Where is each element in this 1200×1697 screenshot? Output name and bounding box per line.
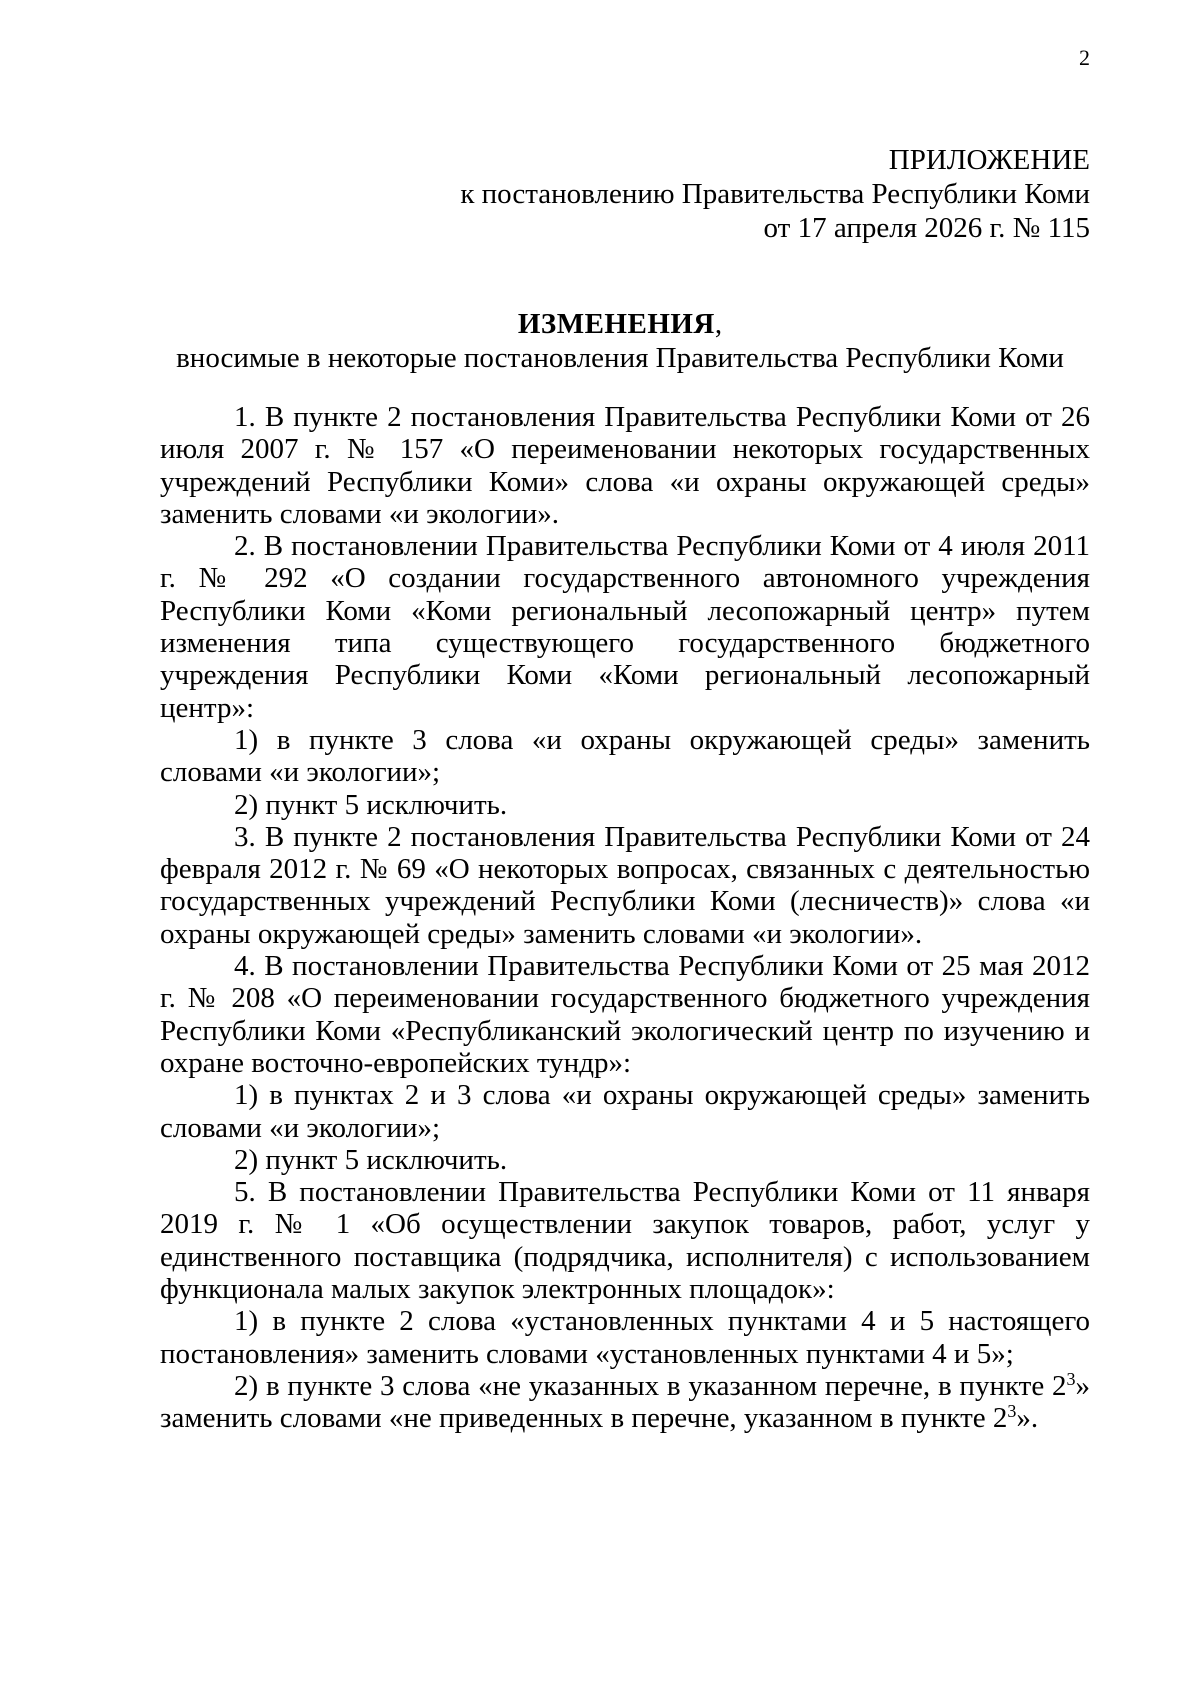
title-subtitle: вносимые в некоторые постановления Правительства Республики Коми [176, 342, 1064, 374]
appendix-block [440, 143, 1090, 245]
paragraph-text-part-2: » заменить словами «не приведенных в перечне, указанном в пункте 2 [160, 1369, 1090, 1435]
superscript: 3 [1066, 1368, 1076, 1389]
appendix-date-number-line: от 17 апреля 2026 г. № 115 [763, 212, 1090, 244]
paragraph-subitem-5-1: 1) в пункте 2 слова «установленных пунктами 4 и 5 настоящего постановления» заменить словами «установленных пунктами 4 и 5»; [160, 1305, 1090, 1370]
paragraph-item-4: 4. В постановлении Правительства Республики Коми от 25 мая 2012 г. № 208 «О переименовании государственного бюджетного учреждения Республики Коми «Республиканский экологический центр по изучению и охране восточно-европейских тундр»: [160, 950, 1090, 1079]
paragraph-item-2: 2. В постановлении Правительства Республики Коми от 4 июля 2011 г. № 292 «О создании государственного автономного учреждения Республики Коми «Коми региональный лесопожарный центр» путем изменения типа существующего государственного бюджетного учреждения Республики Коми «Коми региональный лесопожарный центр»: [160, 530, 1090, 724]
title-main: ИЗМЕНЕНИЯ [517, 308, 715, 340]
paragraph-subitem-4-1: 1) в пунктах 2 и 3 слова «и охраны окружающей среды» заменить словами «и экологии»; [160, 1079, 1090, 1144]
paragraph-subitem-5-2 [160, 1370, 1090, 1435]
paragraph-item-5: 5. В постановлении Правительства Республики Коми от 11 января 2019 г. № 1 «Об осуществлении закупок товаров, работ, услуг у единственного поставщика (подрядчика, исполнителя) с использованием функционала малых закупок электронных площадок»: [160, 1176, 1090, 1306]
paragraph-item-3: 3. В пункте 2 постановления Правительства Республики Коми от 24 февраля 2012 г. № 69 «О некоторых вопросах, связанных с деятельностью государственных учреждений Республики Коми (лесничеств)» слова «и охраны окружающей среды» заменить словами «и экологии». [160, 820, 1090, 950]
paragraph-subitem-4-2: 2) пункт 5 исключить. [234, 1143, 508, 1176]
document-body [160, 401, 1090, 1435]
paragraph-text-part-3: ». [1016, 1402, 1039, 1435]
title-comma: , [714, 308, 723, 340]
appendix-resolution-line: к постановлению Правительства Республики Коми [460, 178, 1090, 210]
paragraph-subitem-2-1: 1) в пункте 3 слова «и охраны окружающей среды» заменить словами «и экологии»; [160, 723, 1090, 789]
page-number: 2 [1079, 45, 1090, 70]
document-title [150, 307, 1090, 375]
paragraph-text-part-1: 2) в пункте 3 слова «не указанных в указанном перечне, в пункте 2 [234, 1369, 1067, 1402]
paragraph-subitem-2-2: 2) пункт 5 исключить. [234, 788, 508, 821]
superscript: 3 [1007, 1401, 1017, 1422]
paragraph-item-1: 1. В пункте 2 постановления Правительства Республики Коми от 26 июля 2007 г. № 157 «О переименовании некоторых государственных учреждений Республики Коми» слова «и охраны окружающей среды» заменить словами «и экологии». [160, 401, 1090, 530]
appendix-heading: ПРИЛОЖЕНИЕ [888, 144, 1090, 176]
